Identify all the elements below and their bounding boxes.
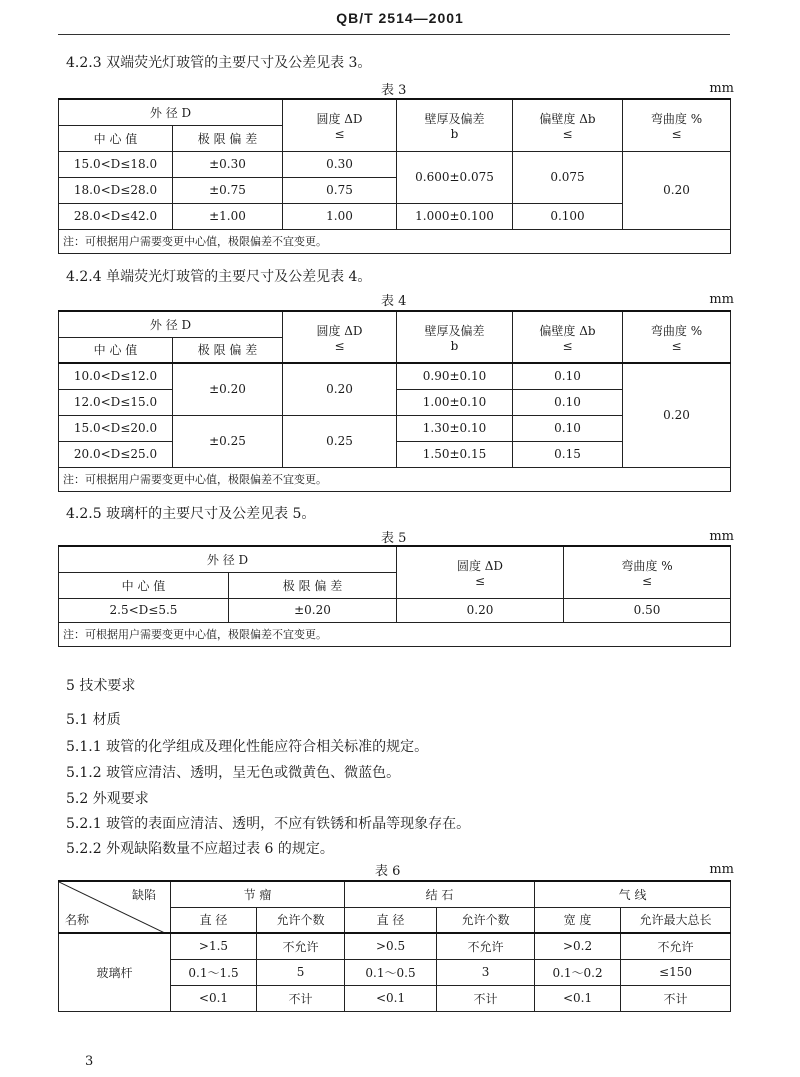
table-4-header-eccentricity: 偏壁度 Δb ≤ [513, 311, 623, 363]
table-4-cell: 20.0<D≤25.0 [59, 441, 173, 467]
table-4-cell: 0.20 [623, 363, 731, 467]
table-5-cell: ±0.20 [229, 598, 397, 622]
table-3-header-center: 中 心 值 [59, 125, 173, 151]
table-4-cell: 0.10 [513, 363, 623, 389]
section-4-2-3: 4.2.3 双端荧光灯玻管的主要尺寸及公差见表 3。 [66, 55, 372, 71]
table-4-cell: 0.25 [283, 415, 397, 467]
table-6-cell: ≤150 [621, 959, 731, 985]
table-3-cell: 0.075 [513, 151, 623, 203]
table-3-cell: 0.600±0.075 [397, 151, 513, 203]
table-4-cell: ±0.20 [173, 363, 283, 415]
table-6-group-airline: 气 线 [535, 881, 731, 907]
section-5-heading: 5 技术要求 [66, 678, 136, 694]
table-4-header-deviation: 极 限 偏 差 [173, 337, 283, 363]
table-5-cell: 2.5<D≤5.5 [59, 598, 229, 622]
table-4-header-outer: 外 径 D [59, 311, 283, 337]
section-5-2-1: 5.2.1 玻管的表面应清洁、透明，不应有铁锈和析晶等现象存在。 [66, 816, 471, 832]
section-5-1: 5.1 材质 [66, 712, 121, 728]
table-6-cell: 不允许 [621, 933, 731, 959]
table-6-cell: 0.1～0.5 [345, 959, 437, 985]
table-3-cell: 28.0<D≤42.0 [59, 203, 173, 229]
table-6-row-name: 玻璃杆 [59, 933, 171, 1011]
table-5-header-center: 中 心 值 [59, 572, 229, 598]
table-4-header-bend: 弯曲度 % ≤ [623, 311, 731, 363]
table-6-corner-header [59, 881, 171, 933]
table-6-cell: 不允许 [437, 933, 535, 959]
table-4-cell: 0.90±0.10 [397, 363, 513, 389]
table-3-header-wall: 壁厚及偏差 b [397, 99, 513, 151]
table-4-cell: 1.30±0.10 [397, 415, 513, 441]
table-6-cell: >0.5 [345, 933, 437, 959]
table-6-cell: 0.1～1.5 [171, 959, 257, 985]
table-3-cell: 0.75 [283, 177, 397, 203]
table-5-cell: 0.20 [397, 598, 564, 622]
table-6-subheader: 允许个数 [257, 907, 345, 933]
table-4-note: 注：可根据用户需要变更中心值，极限偏差不宜变更。 [59, 467, 731, 491]
table-4 [58, 310, 731, 492]
table-4-unit: mm [709, 292, 734, 307]
table-3-caption: 表 3 [381, 83, 407, 98]
table-4-cell: 1.00±0.10 [397, 389, 513, 415]
table-3-note: 注：可根据用户需要变更中心值，极限偏差不宜变更。 [59, 229, 731, 253]
table-5-cell: 0.50 [564, 598, 731, 622]
table-6-cell: 不计 [257, 985, 345, 1011]
table-3-cell: 1.00 [283, 203, 397, 229]
table-3-cell: ±0.75 [173, 177, 283, 203]
table-4-header-wall: 壁厚及偏差 b [397, 311, 513, 363]
table-5-header-bend: 弯曲度 % ≤ [564, 546, 731, 598]
section-4-2-4: 4.2.4 单端荧光灯玻管的主要尺寸及公差见表 4。 [66, 269, 372, 285]
table-4-cell: 0.15 [513, 441, 623, 467]
table-6-group-stone: 结 石 [345, 881, 535, 907]
table-6-cell: >0.2 [535, 933, 621, 959]
table-6-cell: 3 [437, 959, 535, 985]
header-rule [58, 34, 730, 35]
table-3-cell: 1.000±0.100 [397, 203, 513, 229]
table-3-header-outer: 外 径 D [59, 99, 283, 125]
table-6-unit: mm [709, 862, 734, 877]
table-6-cell: 5 [257, 959, 345, 985]
table-3-cell: ±1.00 [173, 203, 283, 229]
table-6-subheader: 直 径 [171, 907, 257, 933]
section-4-2-5: 4.2.5 玻璃杆的主要尺寸及公差见表 5。 [66, 506, 316, 522]
table-5-caption: 表 5 [381, 531, 407, 546]
table-6-caption: 表 6 [375, 864, 401, 879]
table-3-cell: 0.30 [283, 151, 397, 177]
table-4-cell: 0.20 [283, 363, 397, 415]
table-3-cell: 0.100 [513, 203, 623, 229]
table-3-cell: 15.0<D≤18.0 [59, 151, 173, 177]
table-5-header-deviation: 极 限 偏 差 [229, 572, 397, 598]
table-3-header-eccentricity: 偏壁度 Δb ≤ [513, 99, 623, 151]
table-5 [58, 545, 731, 647]
table-3-cell: 18.0<D≤28.0 [59, 177, 173, 203]
section-5-2: 5.2 外观要求 [66, 791, 149, 807]
table-3 [58, 98, 731, 254]
table-3-cell: ±0.30 [173, 151, 283, 177]
section-5-2-2: 5.2.2 外观缺陷数量不应超过表 6 的规定。 [66, 841, 334, 857]
table-4-caption: 表 4 [381, 294, 407, 309]
table-5-header-outer: 外 径 D [59, 546, 397, 572]
table-6-cell: 0.1～0.2 [535, 959, 621, 985]
table-6-subheader: 允许最大总长 [621, 907, 731, 933]
table-4-cell: 0.10 [513, 415, 623, 441]
table-6-cell: 不允许 [257, 933, 345, 959]
table-5-header-roundness: 圆度 ΔD ≤ [397, 546, 564, 598]
table-6 [58, 880, 731, 1012]
table-6-cell: <0.1 [171, 985, 257, 1011]
table-4-header-center: 中 心 值 [59, 337, 173, 363]
table-4-cell: ±0.25 [173, 415, 283, 467]
table-4-cell: 15.0<D≤20.0 [59, 415, 173, 441]
table-3-header-deviation: 极 限 偏 差 [173, 125, 283, 151]
table-4-cell: 0.10 [513, 389, 623, 415]
table-6-cell: <0.1 [535, 985, 621, 1011]
page-number: 3 [85, 1054, 94, 1069]
table-3-header-roundness: 圆度 ΔD ≤ [283, 99, 397, 151]
table-6-subheader: 直 径 [345, 907, 437, 933]
table-3-header-bend: 弯曲度 % ≤ [623, 99, 731, 151]
table-3-cell: 0.20 [623, 151, 731, 229]
standard-number-header: QB/T 2514—2001 [336, 10, 464, 26]
table-4-cell: 12.0<D≤15.0 [59, 389, 173, 415]
table-4-cell: 10.0<D≤12.0 [59, 363, 173, 389]
table-4-header-roundness: 圆度 ΔD ≤ [283, 311, 397, 363]
table-6-cell: 不计 [621, 985, 731, 1011]
table-6-corner-name: 名称 [65, 913, 90, 927]
table-5-note: 注：可根据用户需要变更中心值，极限偏差不宜变更。 [59, 622, 731, 646]
table-6-cell: >1.5 [171, 933, 257, 959]
table-5-unit: mm [709, 529, 734, 544]
table-6-corner-defect: 缺陷 [131, 888, 156, 902]
table-6-cell: <0.1 [345, 985, 437, 1011]
table-6-subheader: 允许个数 [437, 907, 535, 933]
table-4-cell: 1.50±0.15 [397, 441, 513, 467]
section-5-1-1: 5.1.1 玻管的化学组成及理化性能应符合相关标准的规定。 [66, 739, 429, 755]
table-6-cell: 不计 [437, 985, 535, 1011]
section-5-1-2: 5.1.2 玻管应清洁、透明，呈无色或微黄色、微蓝色。 [66, 765, 401, 781]
table-3-unit: mm [709, 81, 734, 96]
table-6-subheader: 宽 度 [535, 907, 621, 933]
table-6-group-nodule: 节 瘤 [171, 881, 345, 907]
